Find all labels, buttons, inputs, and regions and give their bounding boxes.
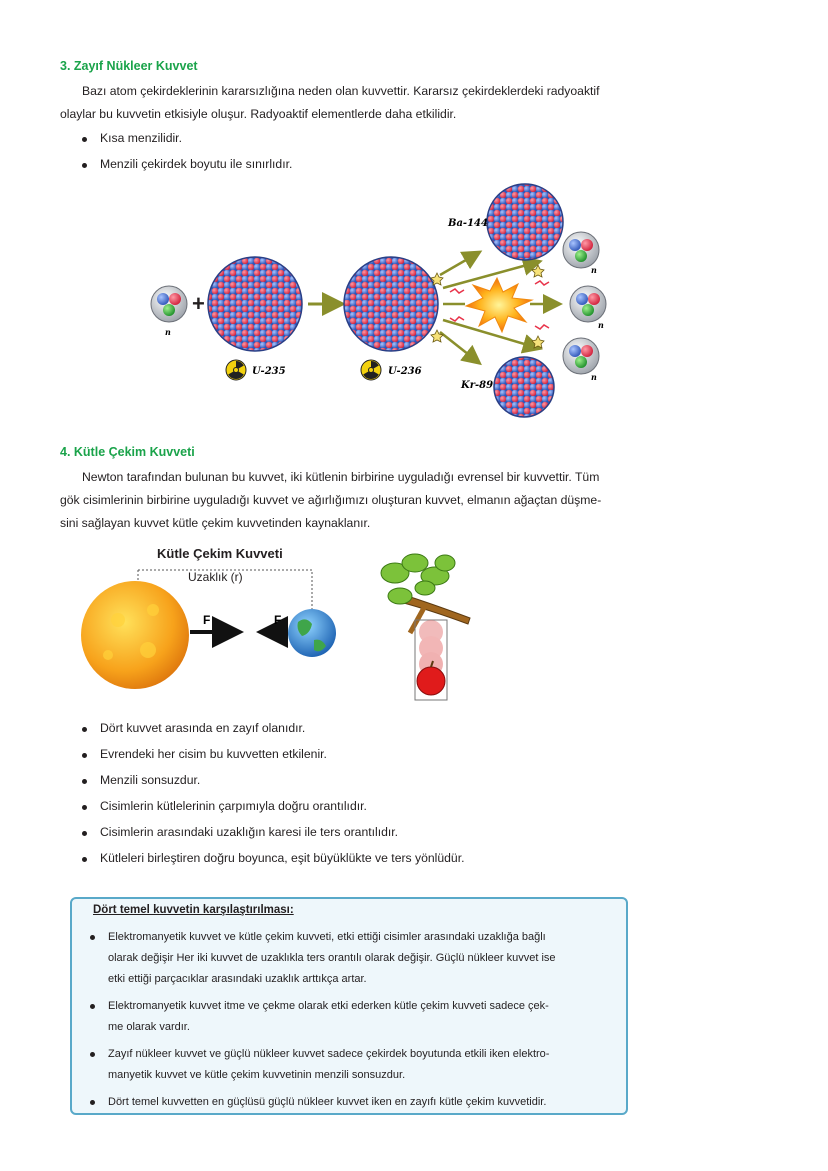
fission-diagram [140, 180, 620, 420]
section4-line1: Newton tarafından bulunan bu kuvvet, iki kütlenin birbirine uyguladığı evrensel bir kuvvettir. Tüm [82, 470, 600, 484]
list-item: Menzili sonsuzdur. [80, 773, 464, 799]
comparison-title: Dört temel kuvvetin karşılaştırılması: [93, 904, 294, 916]
force-label-sun: F [203, 613, 211, 627]
list-item: Dört kuvvet arasında en zayıf olanıdır. [80, 721, 464, 747]
section3-line2: olaylar bu kuvvetin etkisiyle oluşur. Radyoaktif elementlerde daha etkilidir. [60, 107, 457, 121]
section4-line3: sini sağlayan kuvvet kütle çekim kuvvetinden kaynaklanır. [60, 516, 371, 530]
list-item: Cisimlerin kütlelerinin çarpımıyla doğru orantılıdır. [80, 799, 464, 825]
list-item: Dört temel kuvvetten en güçlüsü güçlü nükleer kuvvet iken en zayıfı kütle çekim kuvvetidir. [88, 1092, 620, 1113]
list-item: Zayıf nükleer kuvvet ve güçlü nükleer kuvvet sadece çekirdek boyutunda etkili iken elektro- manyetik kuvvet ve kütle çekim kuvvetinin menzili sonsuzdur. [88, 1044, 620, 1086]
kr89-label: Kr-89 [461, 380, 494, 391]
earth [288, 609, 336, 657]
distance-label: Uzaklık (r) [188, 570, 243, 584]
u236-label: U-236 [388, 366, 422, 377]
section3-line1: Bazı atom çekirdeklerinin kararsızlığına neden olan kuvvettir. Kararsız çekirdeklerdeki radyoaktif [82, 84, 600, 98]
energy-burst [466, 278, 532, 332]
neutron-label-1: n [591, 265, 597, 275]
arrow-to-neutron-3 [443, 320, 538, 348]
arrow-to-ba144 [440, 253, 478, 275]
section3-heading: 3. Zayıf Nükleer Kuvvet [60, 59, 198, 73]
arrow-to-kr89 [440, 332, 478, 362]
list-item: Kısa menzilidir. [80, 131, 292, 157]
outgoing-neutron-1 [563, 232, 599, 268]
list-item: Cisimlerin arasındaki uzaklığın karesi ile ters orantılıdır. [80, 825, 464, 851]
ba144-label: Ba-144 [448, 218, 488, 229]
gravity-diagram-title: Kütle Çekim Kuvveti [157, 546, 283, 561]
list-item: Kütleleri birleştiren doğru boyunca, eşit büyüklükte ve ters yönlüdür. [80, 851, 464, 877]
section4-bullets [80, 721, 464, 877]
list-item: Elektromanyetik kuvvet itme ve çekme olarak etki ederken kütle çekim kuvveti sadece çek- me olarak vardır. [88, 996, 620, 1038]
gravity-diagram [78, 560, 353, 695]
neutron-label-3: n [591, 372, 597, 382]
u235-radiation-icon [226, 360, 246, 380]
u236-radiation-icon [361, 360, 381, 380]
u235-nucleus [208, 257, 302, 351]
section4-line2: gök cisimlerinin birbirine uyguladığı kuvvet ve ağırlığımızı oluşturan kuvvet, elmanın ağaçtan düşme- [60, 493, 602, 507]
apple-tree-illustration [380, 548, 475, 703]
neutron-label-incoming: n [165, 327, 171, 337]
list-item: Menzili çekirdek boyutu ile sınırlıdır. [80, 157, 292, 183]
section3-paragraph [60, 80, 680, 126]
u235-label: U-235 [252, 366, 286, 377]
section4-heading: 4. Kütle Çekim Kuvveti [60, 445, 195, 459]
u236-nucleus [344, 257, 438, 351]
sun [81, 581, 189, 689]
ba144-nucleus [487, 184, 563, 260]
force-label-earth: F [274, 613, 282, 627]
list-item: Elektromanyetik kuvvet ve kütle çekim kuvveti, etki ettiği cisimler arasındaki uzaklığa bağlı olarak değişir Her iki kuvvet de uzaklıkla ters orantılı olarak değişir. Güçlü nükleer kuvvet ise etki ettiği parçacıklar arasındaki uzaklık arttıkça artar. [88, 927, 620, 990]
section3-bullets [80, 131, 292, 183]
neutron-label-2: n [598, 320, 604, 330]
outgoing-neutron-3 [563, 338, 599, 374]
leaves [381, 554, 455, 604]
section4-paragraph [60, 466, 692, 535]
apple [417, 667, 445, 695]
comparison-list [88, 927, 620, 1113]
outgoing-neutron-2 [570, 286, 606, 322]
list-item: Evrendeki her cisim bu kuvvetten etkilenir. [80, 747, 464, 773]
kr89-nucleus [494, 357, 554, 417]
incoming-neutron [151, 286, 187, 322]
plus-sign: + [192, 291, 205, 316]
